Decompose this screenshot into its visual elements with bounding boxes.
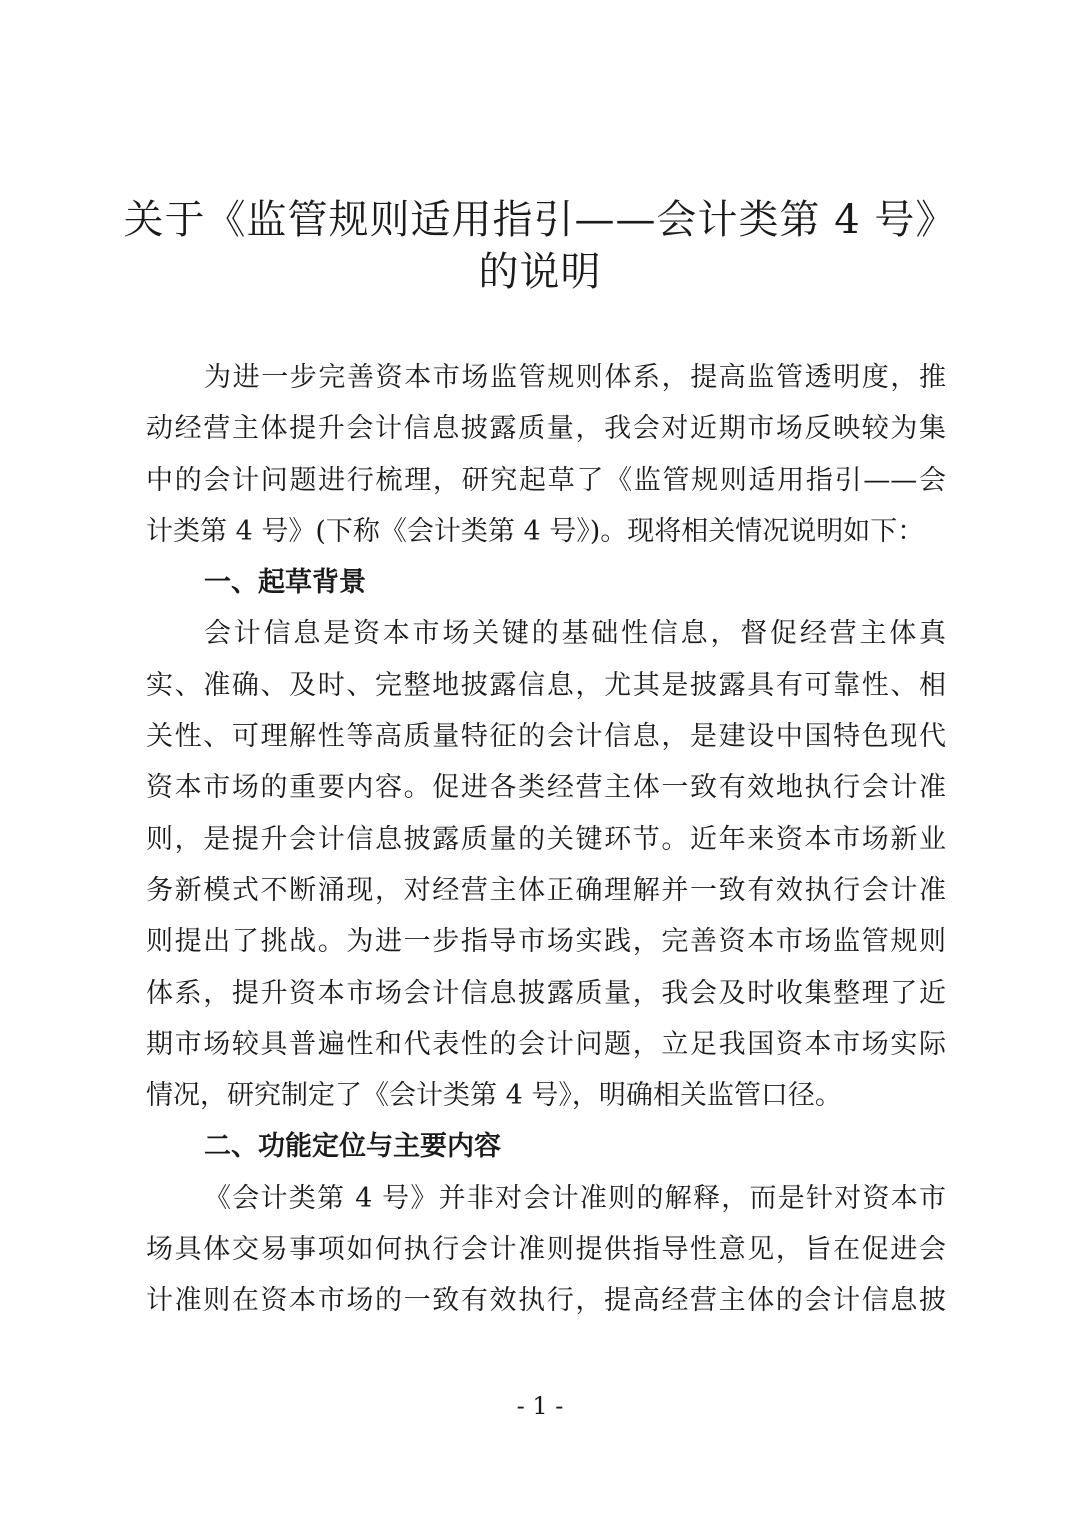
paragraph-line: 动经营主体提升会计信息披露质量，我会对近期市场反映较为集 — [146, 413, 946, 445]
paragraph-line: 计类第 4 号》(下称《会计类第 4 号》)。现将相关情况说明如下： — [146, 515, 925, 547]
page-number: - 1 - — [516, 1392, 564, 1420]
paragraph-line: 关性、可理解性等高质量特征的会计信息，是建设中国特色现代 — [146, 721, 946, 753]
section-heading-background: 一、起草背景 — [204, 567, 366, 599]
document-title-line-2: 的说明 — [478, 249, 602, 295]
document-title-line-1: 关于《监管规则适用指引——会计类第 4 号》 — [123, 197, 957, 243]
paragraph-line: 中的会计问题进行梳理，研究起草了《监管规则适用指引——会 — [146, 464, 946, 496]
document-body — [146, 352, 946, 1327]
paragraph-line: 场具体交易事项如何执行会计准则提供指导性意见，旨在促进会 — [146, 1234, 946, 1266]
paragraph-line: 则，是提升会计信息披露质量的关键环节。近年来资本市场新业 — [146, 823, 946, 855]
paragraph-line: 期市场较具普遍性和代表性的会计问题，立足我国资本市场实际 — [146, 1028, 946, 1060]
paragraph-line: 为进一步完善资本市场监管规则体系，提高监管透明度，推 — [204, 362, 946, 393]
paragraph-line: 则提出了挑战。为进一步指导市场实践，完善资本市场监管规则 — [146, 926, 946, 958]
paragraph-line: 资本市场的重要内容。促进各类经营主体一致有效地执行会计准 — [146, 772, 946, 804]
paragraph-line: 实、准确、及时、完整地披露信息，尤其是披露具有可靠性、相 — [146, 669, 946, 701]
paragraph-line: 《会计类第 4 号》并非对会计准则的解释，而是针对资本市 — [204, 1182, 946, 1214]
section-heading-functions: 二、功能定位与主要内容 — [204, 1131, 501, 1163]
paragraph-line: 计准则在资本市场的一致有效执行，提高经营主体的会计信息披 — [146, 1285, 946, 1317]
paragraph-line: 会计信息是资本市场关键的基础性信息，督促经营主体真 — [204, 618, 946, 650]
paragraph-line: 情况，研究制定了《会计类第 4 号》，明确相关监管口径。 — [146, 1080, 842, 1112]
paragraph-line: 体系，提升资本市场会计信息披露质量，我会及时收集整理了近 — [146, 977, 946, 1009]
paragraph-line: 务新模式不断涌现，对经营主体正确理解并一致有效执行会计准 — [146, 874, 946, 906]
